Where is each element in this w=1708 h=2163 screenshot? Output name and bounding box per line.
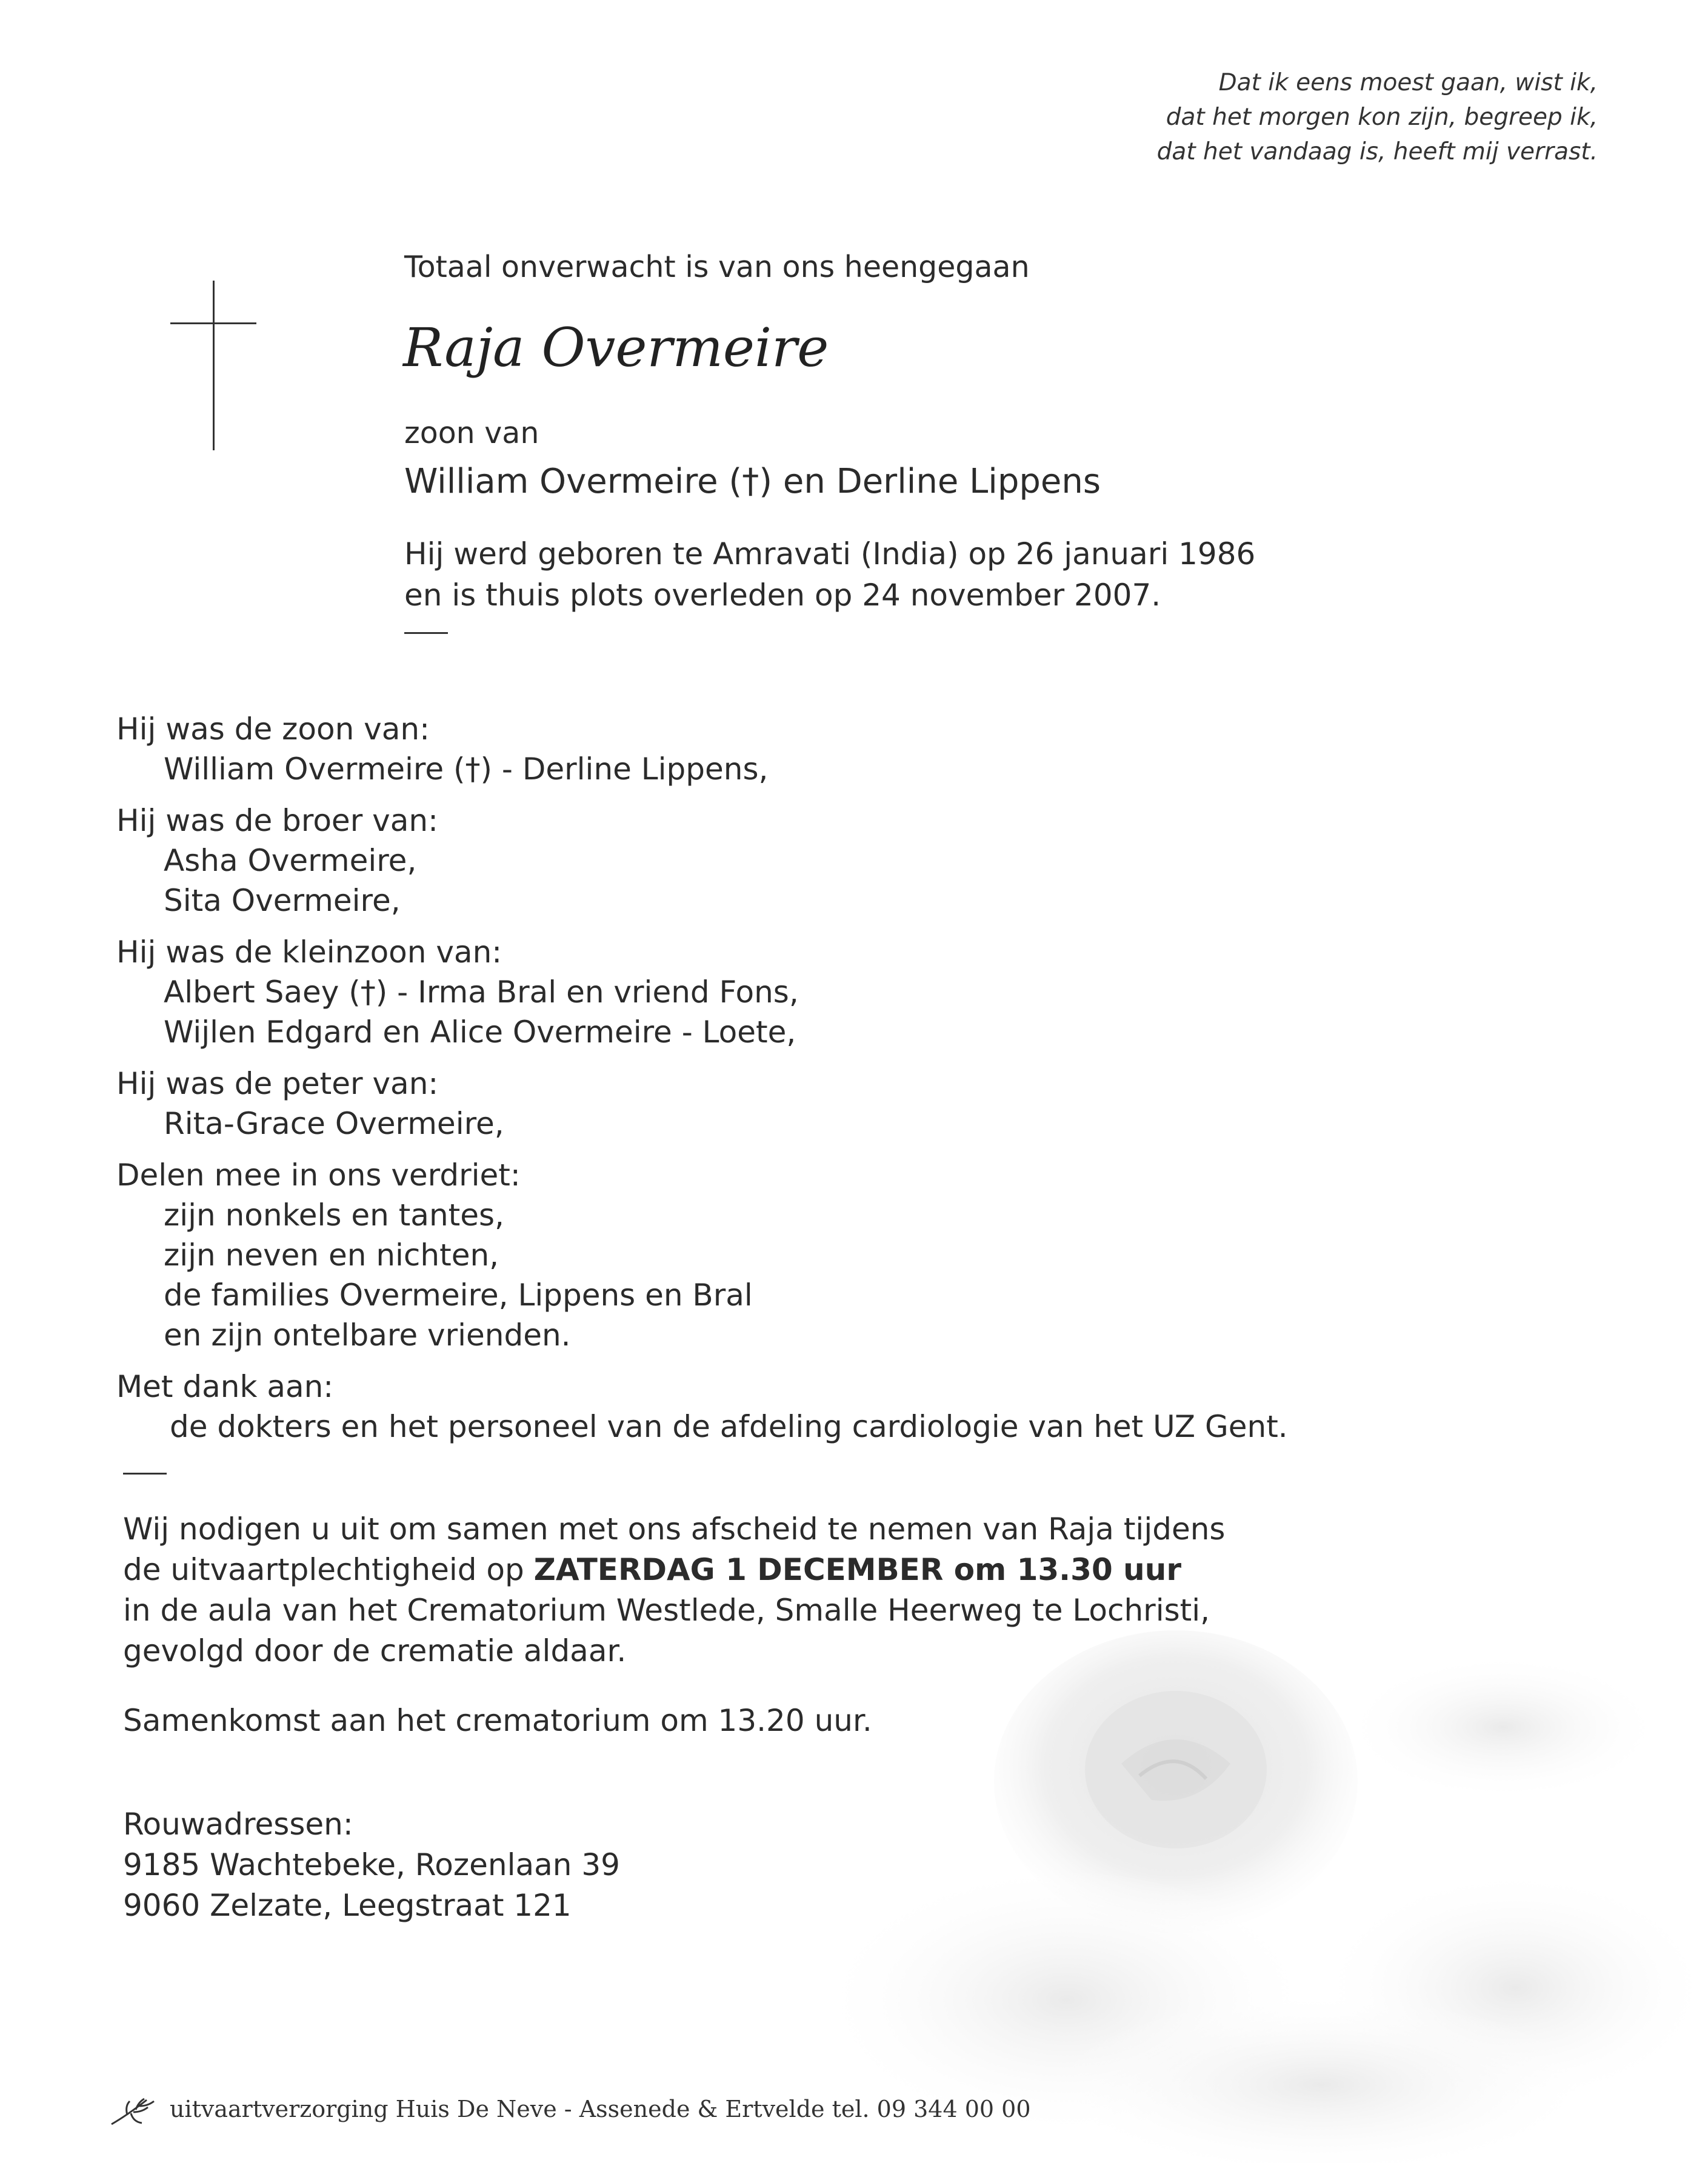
family-list [116, 709, 1288, 1458]
rose-illustration [836, 1624, 1708, 2163]
group-item: en zijn ontelbare vrienden. [164, 1318, 571, 1353]
group-item: de families Overmeire, Lippens en Bral [164, 1278, 753, 1313]
quote-line: dat het vandaag is, heeft mij verrast. [1156, 138, 1598, 165]
group-item: Rita-Grace Overmeire, [164, 1106, 504, 1141]
opening-quote [1157, 65, 1598, 169]
group-item: Albert Saey (†) - Irma Bral en vriend Fons, [164, 975, 799, 1010]
family-group [116, 801, 1288, 921]
address-line: 9060 Zelzate, Leegstraat 121 [123, 1888, 572, 1923]
deceased-name: Raja Overmeire [403, 316, 829, 379]
group-item: Sita Overmeire, [164, 883, 401, 918]
group-item: Asha Overmeire, [164, 843, 417, 878]
addresses [123, 1804, 620, 1926]
group-item: de dokters en het personeel van de afdeling cardiologie van het UZ Gent. [170, 1409, 1288, 1444]
death-line: en is thuis plots overleden op 24 november 2007. [404, 578, 1161, 613]
birth-line: Hij werd geboren te Amravati (India) op 26 januari 1986 [404, 536, 1256, 572]
addresses-label: Rouwadressen: [123, 1807, 353, 1842]
divider [123, 1473, 167, 1475]
invitation-line [123, 1550, 1225, 1590]
family-group [116, 709, 1288, 789]
gathering-text: Samenkomst aan het crematorium om 13.20 uur. [123, 1703, 872, 1738]
family-group [116, 932, 1288, 1052]
ceremony-date: ZATERDAG 1 DECEMBER om 13.30 uur [533, 1552, 1182, 1587]
group-item: zijn nonkels en tantes, [164, 1198, 504, 1233]
invitation-text: de uitvaartplechtigheid op [123, 1552, 534, 1587]
invitation-line: Wij nodigen u uit om samen met ons afscheid te nemen van Raja tijdens [123, 1511, 1226, 1547]
life-dates [404, 533, 1255, 616]
group-item: Wijlen Edgard en Alice Overmeire - Loete, [164, 1015, 796, 1050]
group-header: Delen mee in ons verdriet: [116, 1158, 521, 1193]
cross-icon [213, 281, 215, 450]
son-of-label: zoon van [404, 416, 539, 450]
family-group [116, 1155, 1288, 1355]
group-header: Hij was de kleinzoon van: [116, 935, 502, 970]
intro-text: Totaal onverwacht is van ons heengegaan [404, 250, 1030, 284]
family-group [116, 1367, 1288, 1447]
invitation-line: gevolgd door de crematie aldaar. [123, 1633, 627, 1668]
group-header: Hij was de zoon van: [116, 712, 430, 747]
invitation [123, 1509, 1225, 1671]
group-header: Hij was de broer van: [116, 803, 438, 838]
family-group [116, 1064, 1288, 1144]
group-item: zijn neven en nichten, [164, 1238, 499, 1273]
parents-names: William Overmeire (†) en Derline Lippens [404, 462, 1101, 501]
invitation-line: in de aula van het Crematorium Westlede, Smalle Heerweg te Lochristi, [123, 1593, 1210, 1628]
group-header: Met dank aan: [116, 1369, 334, 1404]
quote-line: dat het morgen kon zijn, begreep ik, [1166, 104, 1598, 131]
address-line: 9185 Wachtebeke, Rozenlaan 39 [123, 1847, 620, 1882]
divider [404, 632, 448, 634]
group-header: Hij was de peter van: [116, 1066, 439, 1101]
quote-line: Dat ik eens moest gaan, wist ik, [1218, 69, 1598, 96]
floral-sprig-icon [109, 2088, 158, 2130]
cross-icon-bar [170, 322, 256, 324]
footer-text: uitvaartverzorging Huis De Neve - Assenede & Ertvelde tel. 09 344 00 00 [170, 2096, 1031, 2122]
group-item: William Overmeire (†) - Derline Lippens, [164, 752, 769, 787]
